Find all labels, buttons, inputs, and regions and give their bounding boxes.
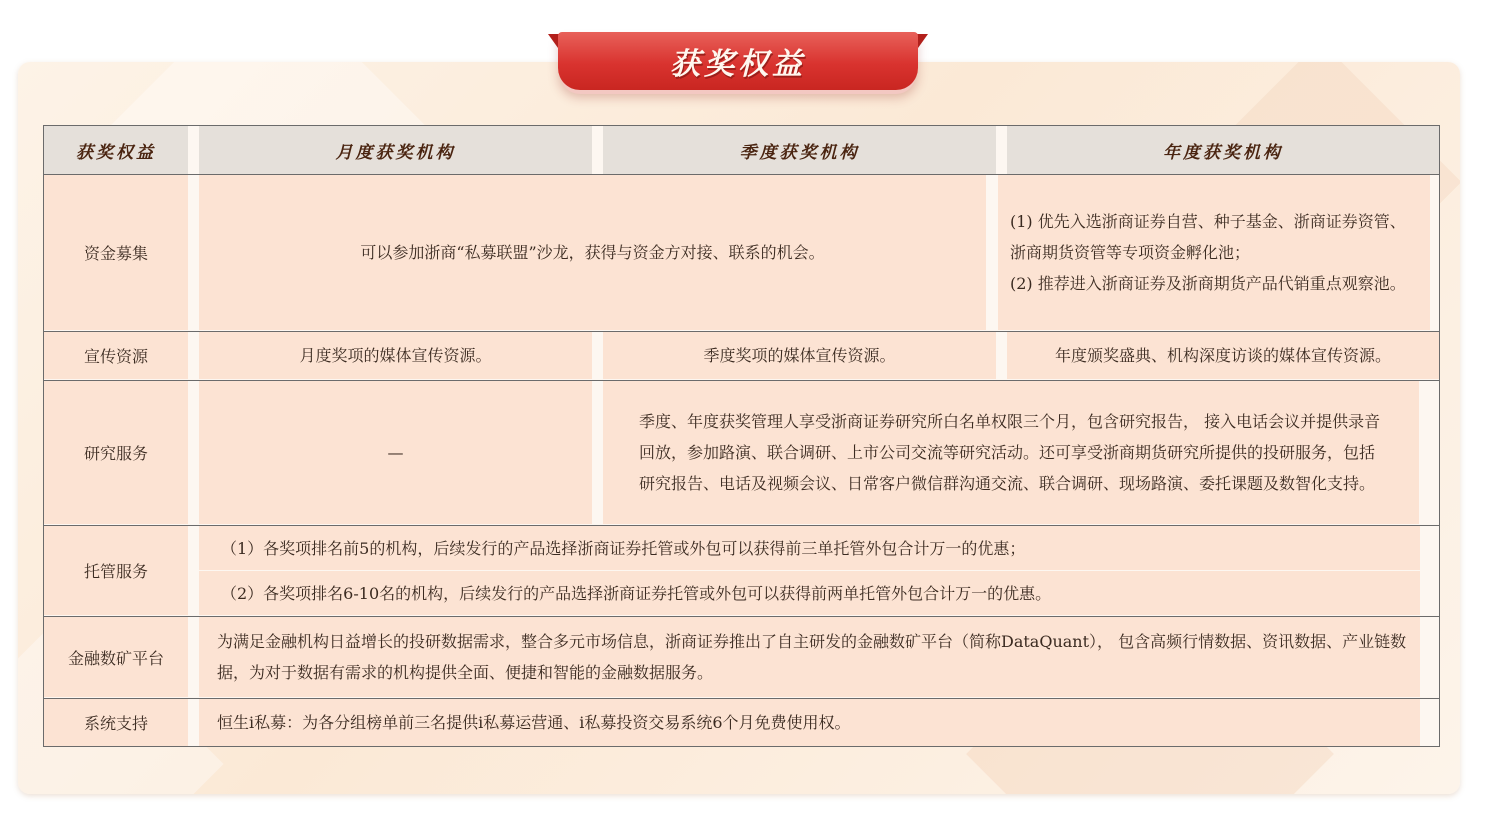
row-label-research: 研究服务 (44, 381, 188, 524)
research-quarterly-annual: 季度、年度获奖管理人享受浙商证券研究所白名单权限三个月，包含研究报告， 接入电话会议并提供录音回放，参加路演、联合调研、上市公司交流等研究活动。还可享受浙商期货研究所提供的投研服务，包括研究报告、电话及视频会议、日常客户微信群沟通交流、联合调研、现场路演、委托课题及数智化支持。 (603, 381, 1419, 524)
row-label-fund: 资金募集 (44, 175, 188, 330)
custody-line-2: （2）各奖项排名6-10名的机构，后续发行的产品选择浙商证券托管或外包可以获得前两单托管外包合计万一的优惠。 (199, 571, 1420, 615)
data-platform-text: 为满足金融机构日益增长的投研数据需求，整合多元市场信息，浙商证券推出了自主研发的金融数矿平台（简称DataQuant）， 包含高频行情数据、资讯数据、产业链数据，为对于数据有需求的机构提供全面、便捷和智能的金融数据服务。 (199, 617, 1420, 697)
research-monthly: — (199, 381, 592, 524)
promo-quarterly: 季度奖项的媒体宣传资源。 (603, 332, 996, 379)
fund-annual (998, 175, 1430, 330)
row-label-promo: 宣传资源 (44, 332, 188, 379)
fund-annual-item-2: (2) 推荐进入浙商证券及浙商期货产品代销重点观察池。 (1010, 274, 1406, 293)
promo-monthly: 月度奖项的媒体宣传资源。 (199, 332, 592, 379)
promo-annual: 年度颁奖盛典、机构深度访谈的媒体宣传资源。 (1007, 332, 1439, 379)
row-label-system: 系统支持 (44, 699, 188, 746)
header-quarterly: 季度获奖机构 (603, 126, 996, 174)
row-label-data: 金融数矿平台 (44, 617, 188, 697)
fund-monthly-quarterly: 可以参加浙商“私募联盟”沙龙，获得与资金方对接、联系的机会。 (199, 175, 986, 330)
header-monthly: 月度获奖机构 (199, 126, 592, 174)
title-banner (548, 32, 928, 94)
benefits-table (43, 125, 1440, 747)
row-label-custody: 托管服务 (44, 526, 188, 615)
banner-title: 获奖权益 (670, 47, 806, 82)
header-benefit: 获奖权益 (44, 126, 188, 174)
system-support-text: 恒生i私募：为各分组榜单前三名提供i私募运营通、i私募投资交易系统6个月免费使用权。 (199, 699, 1420, 746)
custody-line-1: （1）各奖项排名前5的机构，后续发行的产品选择浙商证券托管或外包可以获得前三单托管外包合计万一的优惠； (199, 526, 1420, 570)
ribbon (558, 32, 918, 90)
fund-annual-item-1: (1) 优先入选浙商证券自营、种子基金、浙商证券资管、浙商期货资管等专项资金孵化池； (1010, 212, 1406, 262)
header-annual: 年度获奖机构 (1007, 126, 1439, 174)
